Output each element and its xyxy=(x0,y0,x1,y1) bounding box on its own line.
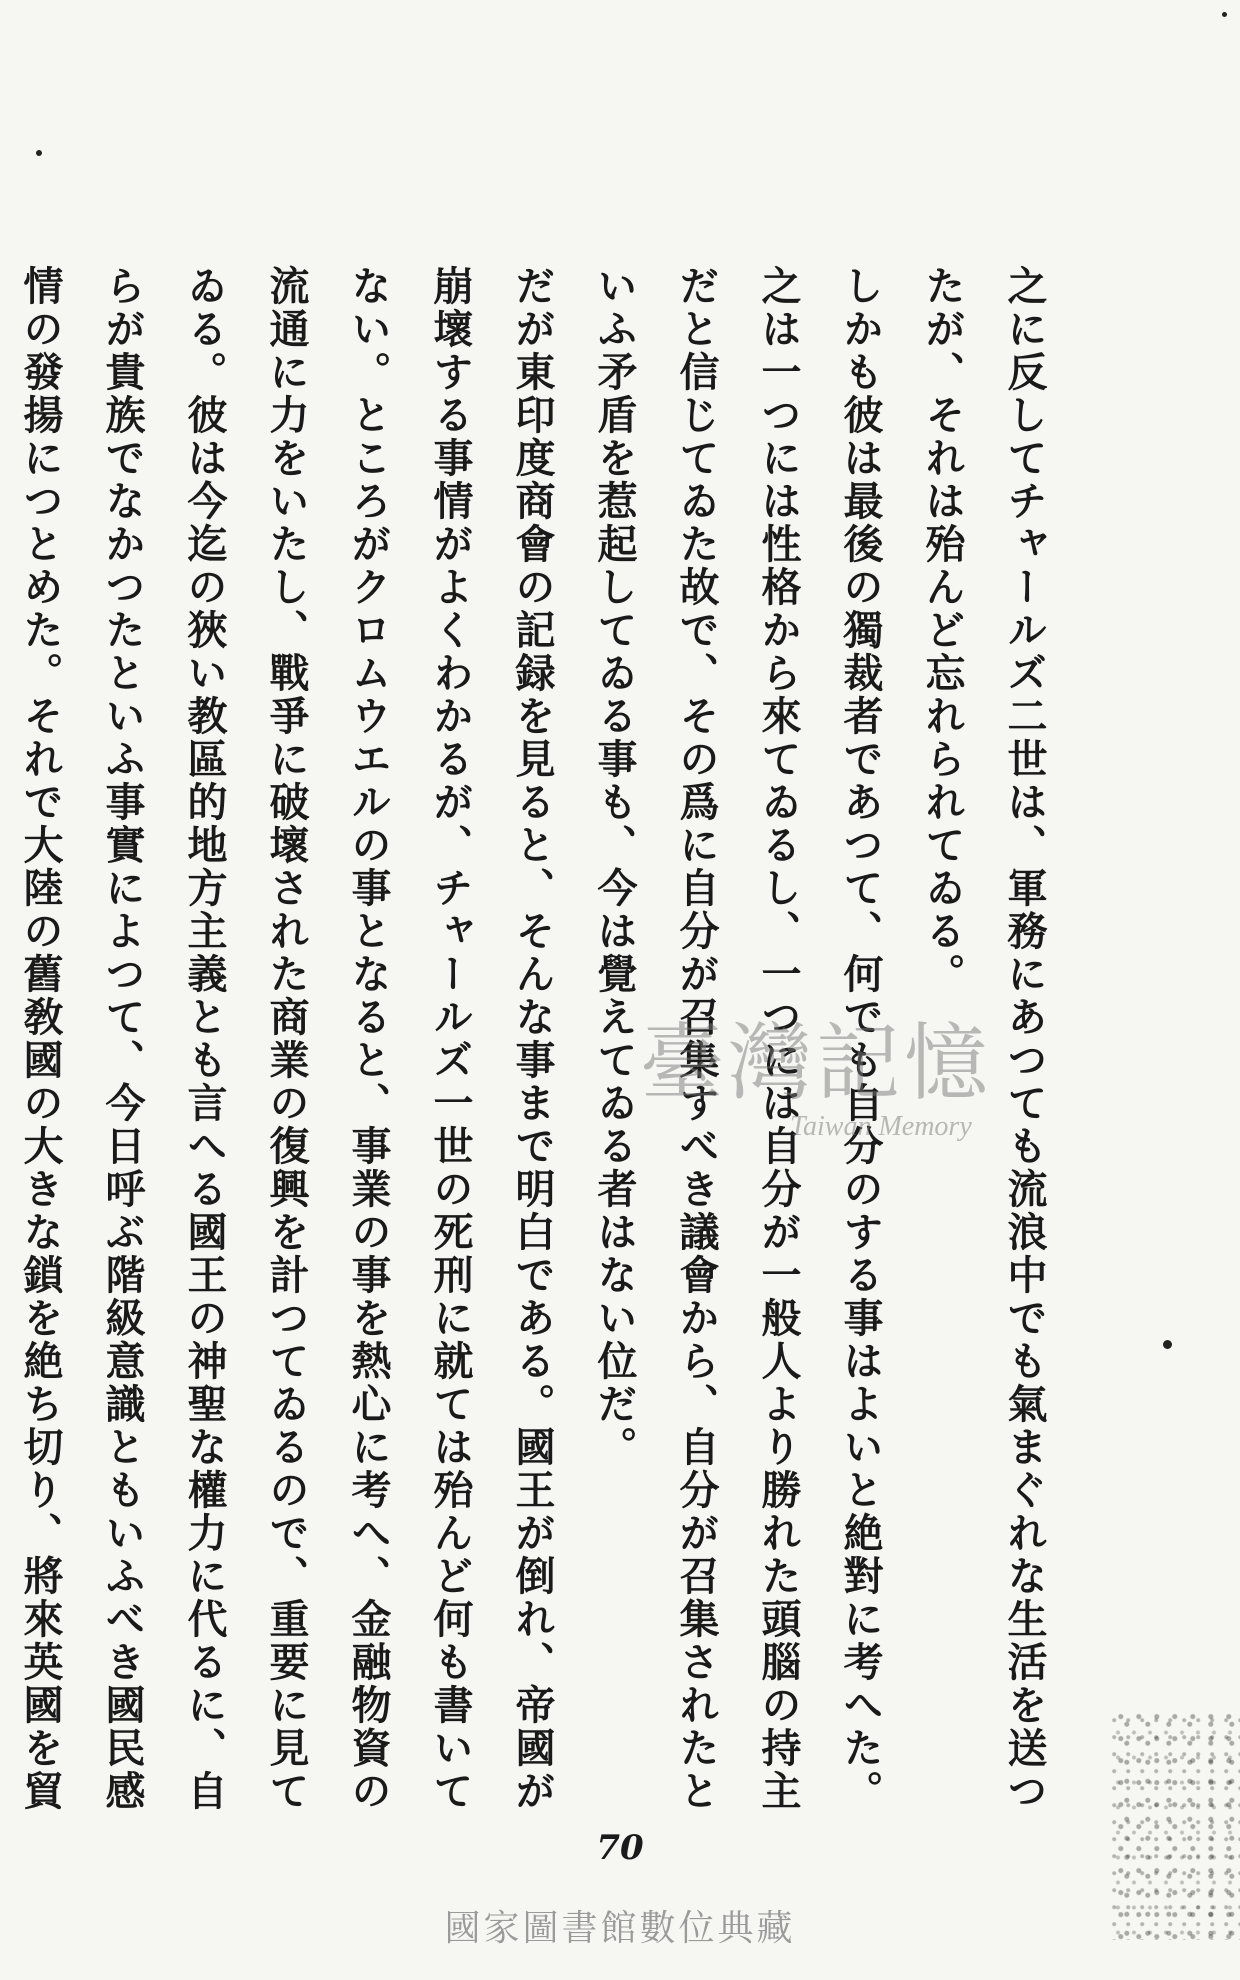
watermark-logo xyxy=(640,1015,1040,1143)
scan-speck xyxy=(36,150,42,156)
scan-speck xyxy=(1222,12,1227,17)
paragraph-1: 之に反してチャールズ二世は、軍務にあつても流浪中でも氣まぐれな生活を送つたが、それは殆んど忘れられてゐる。 xyxy=(919,265,1048,1813)
watermark-english: Taiwan Memory xyxy=(790,1111,972,1142)
watermark-chinese: 臺灣記憶 xyxy=(640,1014,993,1112)
archive-footer-label: 國家圖書館數位典藏 xyxy=(444,1908,796,1949)
scan-noise xyxy=(1110,1710,1240,1940)
paragraph-2: しかも彼は最後の獨裁者であつて、何でも自分のする事はよいと絶對に考へた。之は一つには性格から來てゐるし、一つには自分が一般人より勝れた頭腦の持主だと信じてゐた故で、その爲に自分が召集すべき議會から、自分が召集されたといふ矛盾を惹起してゐる事も、今は覺えてゐる者はない位だ。 xyxy=(591,265,884,1813)
scan-speck xyxy=(1163,1340,1172,1349)
page-number: 70 xyxy=(596,1828,644,1868)
paragraph-3: だが東印度商會の記録を見ると、そんな事まで明白である。國王が倒れ、帝國が崩壞する事情がよくわかるが、チャールズ一世の死刑に就ては殆んど何も書いてない。ところがクロムウエルの事となると、事業の事を熱心に考へ、金融物資の流通に力をいたし、戰爭に破壞された商業の復興を計つてゐるので、重要に見てゐる。彼は今迄の狹い教區的地方主義とも言へる國王の神聖な權力に代るに、自らが貴族でなかつたといふ事實によつて、今日呼ぶ階級意識ともいふべき國民感情の發揚につとめた。それで大陸の舊敎國の大きな鎖を絶ち切り、將來英國を貿 xyxy=(17,265,556,1813)
